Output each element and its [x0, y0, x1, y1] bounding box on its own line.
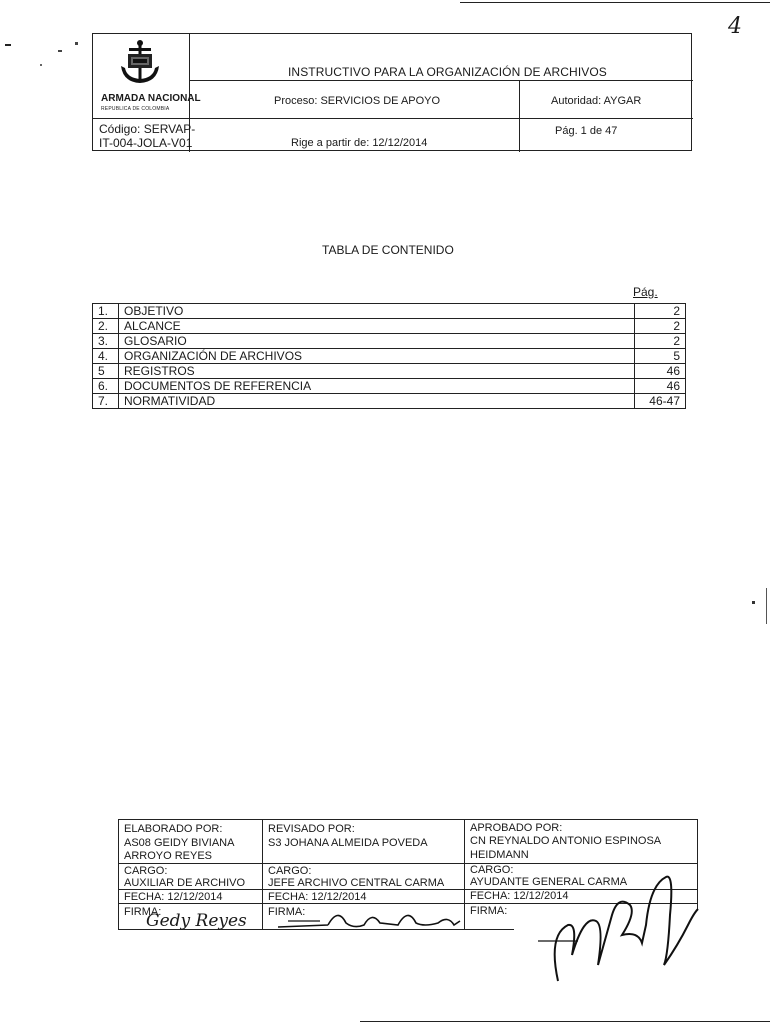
- toc-row: [92, 303, 686, 319]
- toc-row-title: REGISTROS: [124, 364, 195, 378]
- aprobado-firma-label: FIRMA:: [470, 905, 508, 917]
- toc-row-number: 1.: [98, 304, 109, 318]
- toc-row-page: 46-47: [649, 394, 680, 408]
- toc-row-number: 6.: [98, 379, 109, 393]
- aprobado-signature: [538, 855, 708, 983]
- toc-row-number: 2.: [98, 319, 109, 333]
- page-number: Pág. 1 de 47: [555, 125, 618, 137]
- document-title: INSTRUCTIVO PARA LA ORGANIZACIÓN DE ARCHIVOS: [288, 65, 607, 79]
- revisado-cargo-label: CARGO:: [268, 865, 312, 877]
- revisado-signature: [268, 905, 468, 931]
- aprobado-cargo: AYUDANTE GENERAL CARMA: [470, 876, 628, 888]
- aprobado-name-line2: HEIDMANN: [470, 849, 529, 861]
- toc-row-number: 7.: [98, 394, 109, 408]
- toc-row-title: NORMATIVIDAD: [124, 394, 216, 408]
- document-header-table: [92, 33, 692, 151]
- document-code-line1: Código: SERVAP-: [99, 122, 196, 136]
- aprobado-fecha: FECHA: 12/12/2014: [470, 890, 569, 902]
- elaborado-cargo: AUXILIAR DE ARCHIVO: [124, 877, 246, 889]
- aprobado-name-line1: CN REYNALDO ANTONIO ESPINOSA: [470, 835, 662, 847]
- toc-row-number: 3.: [98, 334, 109, 348]
- process-label: Proceso: SERVICIOS DE APOYO: [274, 95, 441, 107]
- elaborado-firma-label: FIRMA:: [124, 906, 162, 918]
- toc-row-page: 2: [673, 304, 680, 318]
- aprobado-cargo-label: CARGO:: [470, 864, 514, 876]
- revisado-firma-label: FIRMA:: [268, 906, 306, 918]
- revisado-label: REVISADO POR:: [268, 823, 355, 835]
- scan-speck-right: [752, 601, 755, 604]
- elaborado-name-line2: ARROYO REYES: [124, 850, 213, 862]
- toc-row-title: ALCANCE: [124, 319, 181, 333]
- elaborado-fecha: FECHA: 12/12/2014: [124, 891, 223, 903]
- toc-row-number: 4.: [98, 349, 109, 363]
- toc-row: [92, 318, 686, 334]
- toc-title: TABLA DE CONTENIDO: [322, 243, 454, 257]
- toc-row-title: OBJETIVO: [124, 304, 184, 318]
- toc-row-page: 46: [666, 379, 680, 393]
- authority-label: Autoridad: AYGAR: [551, 95, 642, 107]
- toc-row-title: ORGANIZACIÓN DE ARCHIVOS: [124, 349, 303, 363]
- toc-row-page: 2: [673, 319, 680, 333]
- toc-row: [92, 393, 686, 409]
- toc-row-title: DOCUMENTOS DE REFERENCIA: [124, 379, 312, 393]
- toc-row: [92, 363, 686, 379]
- toc-row: [92, 348, 686, 364]
- toc-page-header: Pág.: [633, 285, 658, 299]
- navy-anchor-logo-icon: [115, 38, 165, 88]
- revisado-name: S3 JOHANA ALMEIDA POVEDA: [268, 837, 428, 849]
- logo-org-name: ARMADA NACIONAL: [101, 93, 201, 104]
- logo-org-subtitle: REPUBLICA DE COLOMBIA: [101, 106, 170, 112]
- toc-row-page: 5: [673, 349, 680, 363]
- revisado-fecha: FECHA: 12/12/2014: [268, 891, 367, 903]
- handwritten-page-mark: 4: [728, 14, 742, 39]
- toc-row-page: 2: [673, 334, 680, 348]
- effective-date: Rige a partir de: 12/12/2014: [291, 137, 428, 149]
- toc-row-title: GLOSARIO: [124, 334, 187, 348]
- toc-row-number: 5: [98, 364, 105, 378]
- scan-bottom-line: [360, 1021, 770, 1022]
- toc-row-page: 46: [666, 364, 680, 378]
- document-code-line2: IT-004-JOLA-V01: [99, 136, 193, 150]
- scan-specks: [0, 40, 80, 70]
- elaborado-name-line1: AS08 GEIDY BIVIANA: [124, 837, 235, 849]
- scan-edge-right: [766, 588, 767, 624]
- toc-row: [92, 378, 686, 394]
- scan-top-line: [460, 2, 770, 3]
- elaborado-cargo-label: CARGO:: [124, 865, 168, 877]
- elaborado-label: ELABORADO POR:: [124, 823, 223, 835]
- elaborado-signature: Gedy Reyes: [146, 911, 247, 931]
- revisado-cargo: JEFE ARCHIVO CENTRAL CARMA: [268, 877, 445, 889]
- aprobado-label: APROBADO POR:: [470, 822, 563, 834]
- toc-row: [92, 333, 686, 349]
